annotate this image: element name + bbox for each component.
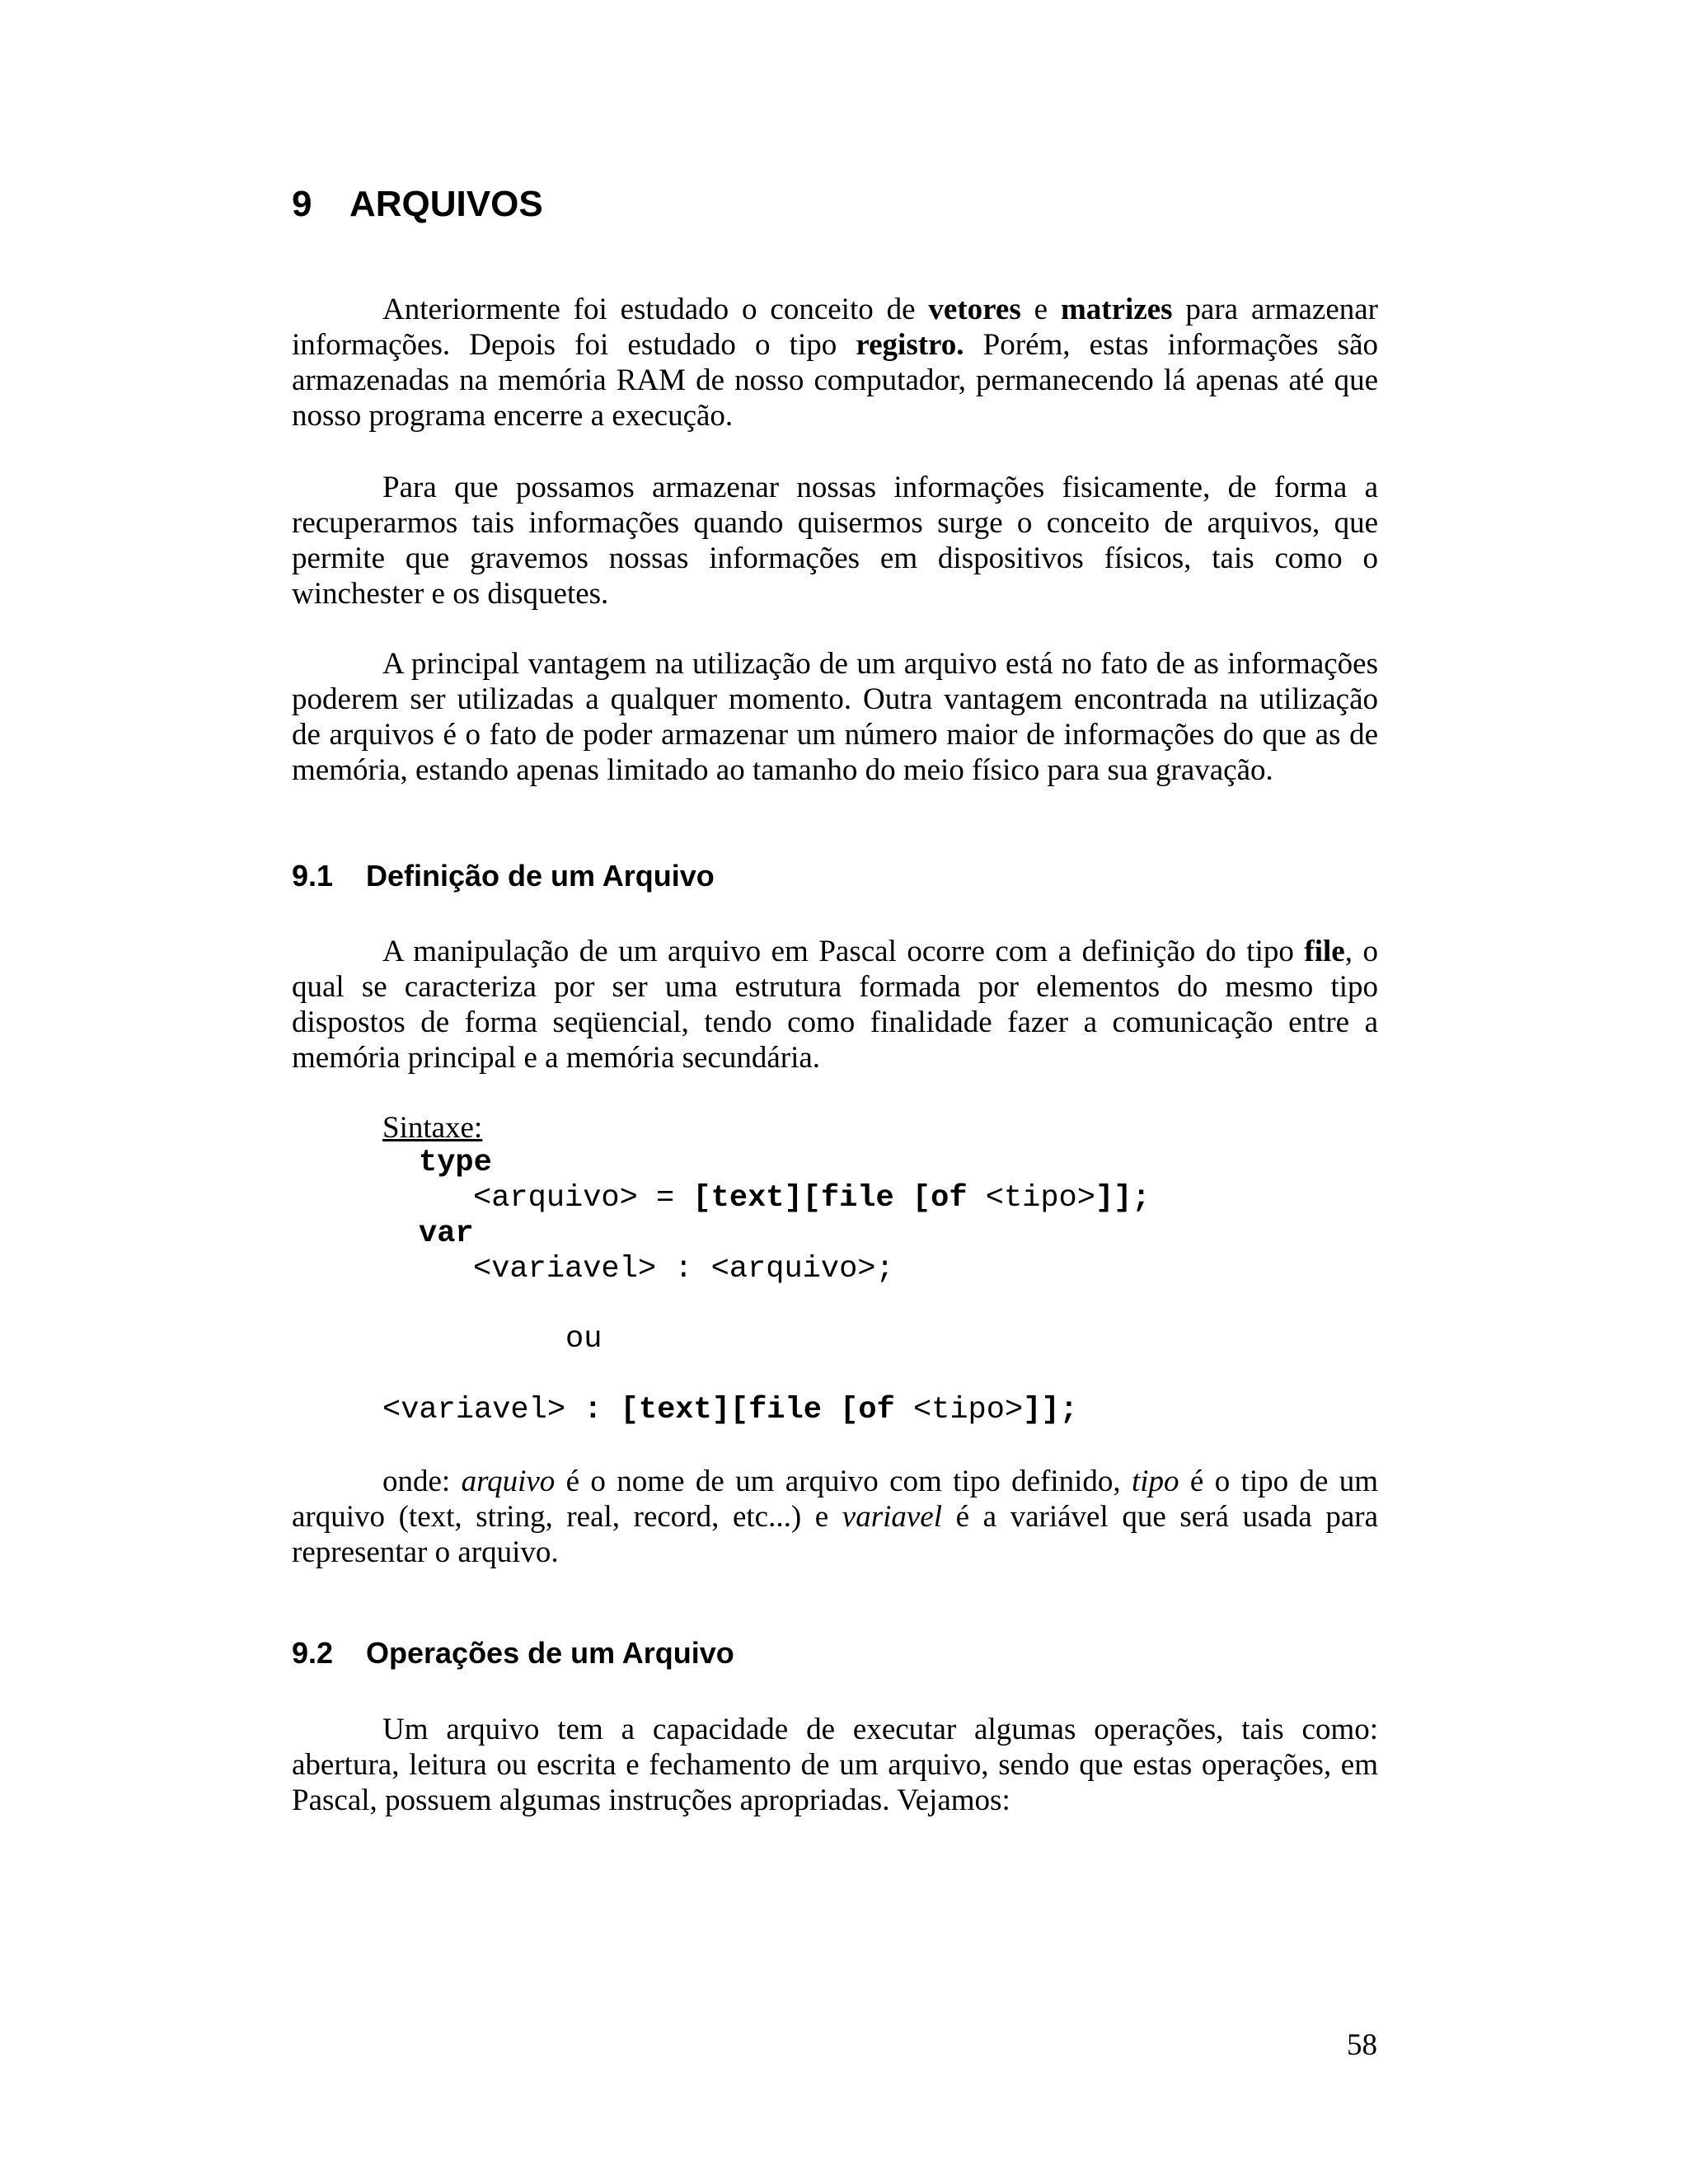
text-line: Pascal, possuem algumas instruções apropriadas. Vejamos: <box>292 1783 1010 1817</box>
text-line: nosso programa encerre a execução. <box>292 399 734 433</box>
section-number: 9.1 <box>292 859 334 893</box>
section-title: Operações de um Arquivo <box>366 1636 734 1670</box>
text-line: informações. Depois foi estudado o tipo registro. Porém, estas informações são <box>292 328 1378 362</box>
text-line: Um arquivo tem a capacidade de executar algumas operações, tais como: <box>382 1713 1378 1746</box>
text-line: permite que gravemos nossas informações em dispositivos físicos, tais como o <box>292 541 1378 575</box>
syntax-label: Sintaxe: <box>382 1111 483 1145</box>
text-line: armazenadas na memória RAM de nosso computador, permanecendo lá apenas até que <box>292 363 1378 397</box>
text-line: recuperarmos tais informações quando quisermos surge o conceito de arquivos, que <box>292 506 1378 540</box>
text-line: qual se caracteriza por ser uma estrutura formada por elementos do mesmo tipo <box>292 970 1378 1004</box>
text-line: arquivo (text, string, real, record, etc...) e variavel é a variável que será usada para <box>292 1500 1378 1534</box>
section-heading-9-2 <box>292 1634 734 1672</box>
section-number: 9.2 <box>292 1636 334 1670</box>
section-heading-9-1 <box>292 857 715 895</box>
intro-paragraph-2 <box>292 470 1378 612</box>
text-line: poderem ser utilizadas a qualquer momento. Outra vantagem encontrada na utilização <box>292 682 1378 716</box>
text-line: memória, estando apenas limitado ao tamanho do meio físico para sua gravação. <box>292 753 1273 787</box>
text-line: A manipulação de um arquivo em Pascal ocorre com a definição do tipo file, o <box>382 935 1379 968</box>
page-number: 58 <box>1347 2028 1377 2062</box>
section2-paragraph <box>292 1712 1378 1818</box>
section-title: Definição de um Arquivo <box>366 859 715 893</box>
text-line: winchester e os disquetes. <box>292 577 609 611</box>
text-line: abertura, leitura ou escrita e fechamento de um arquivo, sendo que estas operações, em <box>292 1748 1378 1782</box>
text-line: Anteriormente foi estudado o conceito de vetores e matrizes para armazenar <box>382 293 1378 326</box>
text-line: de arquivos é o fato de poder armazenar um número maior de informações do que as de <box>292 718 1378 752</box>
chapter-heading <box>292 181 543 227</box>
code-type-declaration: <arquivo> = [text][file [of <tipo>]]; <box>473 1181 1151 1216</box>
text-line: dispostos de forma seqüencial, tendo como finalidade fazer a comunicação entre a <box>292 1005 1378 1039</box>
text-line: memória principal e a memória secundária. <box>292 1041 821 1075</box>
text-line: onde: arquivo é o nome de um arquivo com tipo definido, tipo é o tipo de um <box>382 1465 1379 1498</box>
code-alt-declaration: <variavel> : [text][file [of <tipo>]]; <box>382 1393 1078 1427</box>
section1-where-paragraph <box>292 1464 1378 1570</box>
code-keyword-type: type <box>419 1146 492 1180</box>
text-line: representar o arquivo. <box>292 1535 559 1569</box>
text-line: Para que possamos armazenar nossas informações fisicamente, de forma a <box>382 471 1378 504</box>
section1-paragraph <box>292 934 1378 1076</box>
intro-paragraph-3 <box>292 646 1378 788</box>
code-keyword-var: var <box>419 1216 474 1251</box>
code-or: ou <box>565 1322 603 1357</box>
text-line: A principal vantagem na utilização de um arquivo está no fato de as informações <box>382 647 1378 681</box>
chapter-number: 9 <box>292 184 312 224</box>
chapter-title: ARQUIVOS <box>349 184 543 224</box>
code-var-declaration: <variavel> : <arquivo>; <box>473 1252 894 1286</box>
intro-paragraph-1 <box>292 292 1378 434</box>
